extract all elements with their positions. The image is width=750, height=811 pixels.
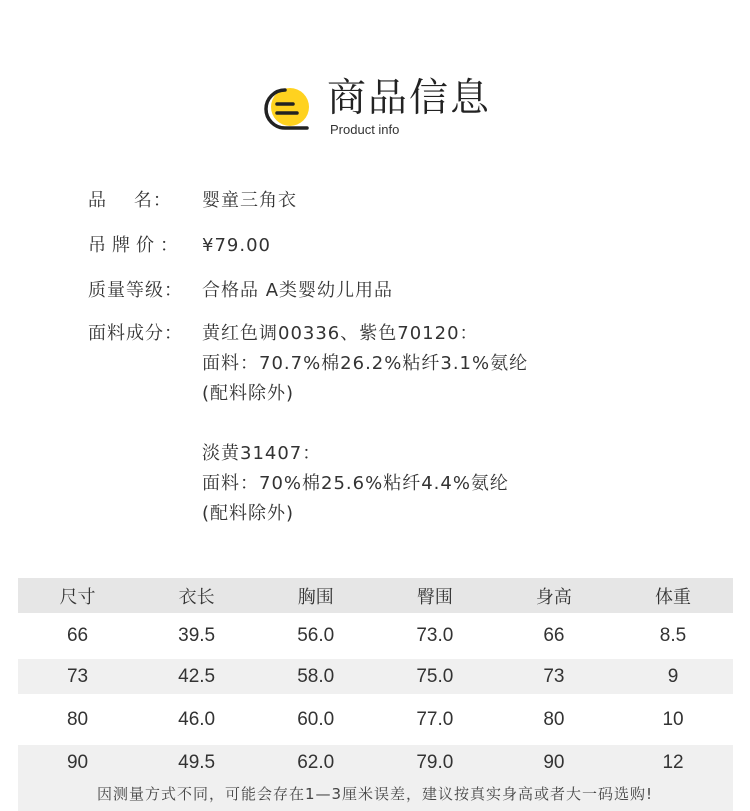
table-cell: 49.5	[178, 751, 216, 773]
table-row	[18, 745, 733, 780]
table-cell: 80	[543, 708, 565, 730]
page-subtitle: Product info	[330, 122, 400, 137]
fabric-label: 面料成分：	[88, 323, 183, 344]
table-cell: 73	[543, 665, 565, 687]
document-lines-icon	[263, 84, 313, 134]
table-cell: 56.0	[297, 624, 335, 646]
fabric-line: 黄红色调00336、紫色70120：	[202, 323, 479, 344]
table-row	[18, 702, 733, 737]
table-cell: 39.5	[178, 624, 216, 646]
table-cell: 75.0	[416, 665, 454, 687]
section-title	[263, 76, 503, 140]
fabric-line: (配料除外)	[202, 503, 295, 524]
info-row-price	[88, 231, 271, 261]
price-label: 吊牌价：	[88, 235, 184, 256]
table-cell: 90	[66, 751, 89, 773]
info-row-name	[88, 186, 297, 216]
table-cell: 90	[543, 751, 565, 773]
table-cell: 10	[662, 708, 684, 730]
table-cell: 12	[662, 751, 684, 773]
table-cell: 80	[66, 708, 89, 730]
table-cell: 60.0	[297, 708, 335, 730]
table-header-cell: 体重	[655, 586, 692, 608]
table-row	[18, 659, 733, 694]
table-header-cell: 臀围	[416, 586, 453, 608]
table-cell: 8.5	[659, 624, 687, 646]
page-title: 商品信息	[327, 76, 492, 121]
table-header-row	[18, 578, 733, 613]
quality-label: 质量等级：	[88, 280, 183, 301]
table-cell: 73	[66, 665, 89, 687]
fabric-line: 淡黄31407：	[202, 443, 322, 464]
info-row-quality	[88, 276, 393, 306]
table-header-cell: 胸围	[297, 586, 334, 608]
fabric-line: (配料除外)	[202, 383, 295, 404]
size-footnote: 因测量方式不同，可能会存在1—3厘米误差，建议按真实身高或者大一码选购!	[96, 785, 654, 803]
price-value: ¥79.00	[202, 235, 271, 256]
table-cell: 77.0	[416, 708, 454, 730]
fabric-line: 面料：70.7%棉26.2%粘纤3.1%氨纶	[202, 353, 529, 374]
fabric-line	[202, 409, 528, 439]
table-header-cell: 尺寸	[59, 586, 96, 608]
quality-value: 合格品 A类婴幼儿用品	[202, 280, 394, 301]
table-row	[18, 618, 733, 653]
table-cell: 79.0	[416, 751, 454, 773]
table-cell: 46.0	[178, 708, 216, 730]
table-header-cell: 衣长	[178, 586, 215, 608]
info-row-fabric	[88, 319, 528, 529]
name-value: 婴童三角衣	[202, 190, 297, 211]
table-cell: 66	[543, 624, 565, 646]
table-cell: 73.0	[416, 624, 454, 646]
table-cell: 9	[667, 665, 679, 687]
table-cell: 66	[66, 624, 89, 646]
table-cell: 62.0	[297, 751, 335, 773]
fabric-line: 面料：70%棉25.6%粘纤4.4%氨纶	[202, 473, 509, 494]
table-header-cell: 身高	[535, 586, 572, 608]
table-cell: 42.5	[178, 665, 216, 687]
table-cell: 58.0	[297, 665, 335, 687]
name-label: 品 名：	[88, 190, 172, 211]
fabric-value	[202, 319, 528, 529]
